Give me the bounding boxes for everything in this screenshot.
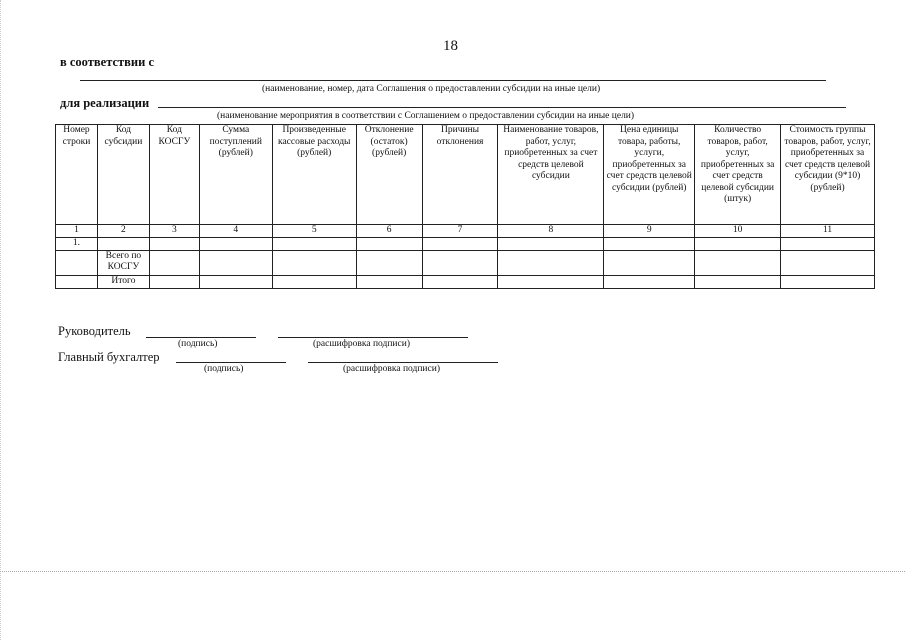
column-header: Произведенные кассовые расходы (рублей) [272,125,356,225]
column-number: 7 [422,225,498,238]
table-cell [498,250,604,275]
table-cell [604,275,695,288]
column-number: 3 [149,225,199,238]
column-header: Причины отклонения [422,125,498,225]
row-code [97,237,149,250]
column-header: Код КОСГУ [149,125,199,225]
table-cell [199,275,272,288]
column-number: 1 [56,225,98,238]
table-row [56,250,875,275]
event-line [158,107,846,108]
event-caption: (наименование мероприятия в соответствии с Соглашением о предоставлении субсидии на иные цели) [217,111,635,121]
accountant-decoding-line [308,362,498,363]
row-code: Итого [97,275,149,288]
column-number: 2 [97,225,149,238]
table-cell [781,250,875,275]
accountant-decoding-caption: (расшифровка подписи) [343,364,440,374]
table-cell [272,250,356,275]
table-cell [422,250,498,275]
table-cell [199,250,272,275]
table-cell [498,237,604,250]
report-table [55,124,875,289]
header-row [56,125,875,225]
table-cell [781,237,875,250]
column-number: 9 [604,225,695,238]
table-cell [604,250,695,275]
agreement-line [80,80,826,81]
table-cell [149,275,199,288]
head-signature-line [146,337,256,338]
table-row [56,275,875,288]
table-cell [272,275,356,288]
accountant-signature-caption: (подпись) [204,364,244,374]
column-header: Наименование товаров, работ, услуг, приобретенных за счет средств целевой субсидии [498,125,604,225]
table-cell [604,237,695,250]
table-cell [149,250,199,275]
row-number [56,275,98,288]
for-implementation-label: для реализации [60,96,150,110]
column-number: 10 [695,225,781,238]
column-header: Номер строки [56,125,98,225]
table-cell [356,237,422,250]
column-number: 4 [199,225,272,238]
column-header: Код субсидии [97,125,149,225]
table-cell [498,275,604,288]
accountant-label: Главный бухгалтер [58,350,160,364]
column-header: Сумма поступлений (рублей) [199,125,272,225]
in-accordance-label: в соответствии с [60,55,155,69]
accountant-signature-line [176,362,286,363]
head-decoding-caption: (расшифровка подписи) [313,339,410,349]
column-number-row [56,225,875,238]
head-signature-caption: (подпись) [178,339,218,349]
column-number: 8 [498,225,604,238]
head-label: Руководитель [58,324,131,338]
table-row [56,237,875,250]
page-number: 18 [443,38,458,54]
table-cell [199,237,272,250]
column-number: 11 [781,225,875,238]
row-code: Всего по КОСГУ [97,250,149,275]
table-cell [695,275,781,288]
column-header: Цена единицы товара, работы, услуги, приобретенных за счет средств целевой субсидии (рублей) [604,125,695,225]
table-cell [356,250,422,275]
head-decoding-line [278,337,468,338]
scan-edge [0,0,1,640]
table-cell [695,237,781,250]
agreement-caption: (наименование, номер, дата Соглашения о предоставлении субсидии на иные цели) [262,84,601,94]
column-number: 5 [272,225,356,238]
row-number: 1. [56,237,98,250]
column-header: Количество товаров, работ, услуг, приобретенных за счет средств целевой субсидии (штук) [695,125,781,225]
table-cell [422,237,498,250]
table-cell [356,275,422,288]
column-number: 6 [356,225,422,238]
scan-artifact-line [0,571,905,572]
column-header: Стоимость группы товаров, работ, услуг, приобретенных за счет средств целевой субсидии (9*10) (рублей) [781,125,875,225]
table-cell [149,237,199,250]
column-header: Отклонение (остаток) (рублей) [356,125,422,225]
row-number [56,250,98,275]
table-cell [272,237,356,250]
table-cell [422,275,498,288]
table-cell [781,275,875,288]
table-cell [695,250,781,275]
